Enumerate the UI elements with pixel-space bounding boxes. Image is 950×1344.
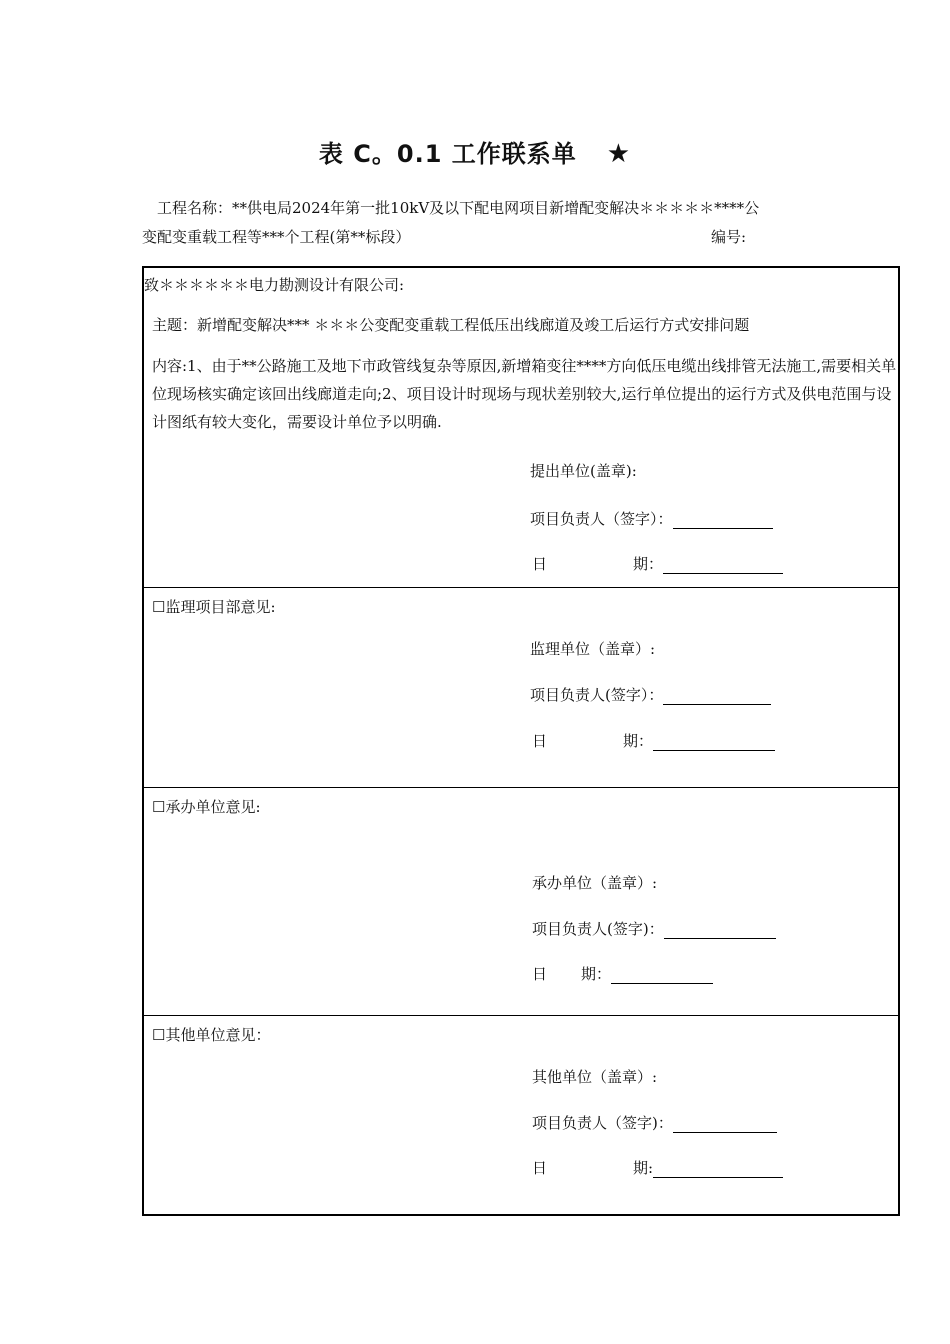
other-heading: ☐其他单位意见： — [152, 1026, 271, 1044]
submit-signature-line[interactable] — [673, 512, 773, 529]
other-unit-section — [144, 1016, 898, 1216]
contractor-heading: ☐承办单位意见: — [152, 798, 261, 816]
contractor-signature-line[interactable] — [664, 922, 776, 939]
star-icon: ★ — [606, 139, 632, 169]
title-text: 表 C。0.1 工作联系单 — [318, 140, 577, 168]
contractor-date-label-a: 日 — [532, 965, 548, 983]
supervision-person-label: 项目负责人(签字）： — [530, 686, 664, 704]
other-date-line[interactable] — [653, 1161, 783, 1178]
other-date-label-b: 期: — [633, 1159, 654, 1177]
subject: 主题：新增配变解决*** ＊＊＊公变配变重载工程低压出线廊道及竣工后运行方式安排问题 — [152, 316, 750, 334]
supervision-date-label-b: 期： — [623, 732, 654, 750]
supervision-signature-line[interactable] — [663, 688, 771, 705]
content-text: 内容:1、由于**公路施工及地下市政管线复杂等原因,新增箱变往****方向低压电缆出线排管无法施工,需要相关单位现场核实确定该回出线廊道走向;2、项目设计时现场与现状差别较大,运行单位提出的运行方式及供电范围与设计图纸有较大变化，需要设计单位予以明确. — [152, 357, 897, 431]
other-person-label: 项目负责人（签字)： — [532, 1114, 673, 1132]
contractor-date-label-b: 期： — [581, 965, 612, 983]
project-name-line-2: 变配变重载工程等***个工程(第**标段） — [142, 228, 411, 246]
request-section — [144, 268, 898, 588]
supervision-date-line[interactable] — [653, 734, 775, 751]
contractor-date-line[interactable] — [611, 967, 713, 984]
contractor-section — [144, 788, 898, 1016]
addressee: 致＊＊＊＊＊＊电力勘测设计有限公司: — [144, 276, 405, 294]
submit-unit-label: 提出单位(盖章): — [530, 462, 637, 480]
supervision-unit-label: 监理单位（盖章）: — [530, 640, 656, 658]
page-title — [0, 134, 950, 169]
submit-date-label-b: 期： — [633, 555, 664, 573]
supervision-heading: ☐监理项目部意见: — [152, 598, 276, 616]
contractor-unit-label: 承办单位（盖章）: — [532, 874, 658, 892]
submit-date-label-a: 日 — [532, 555, 548, 573]
submit-date-line[interactable] — [663, 557, 783, 574]
project-name-line-1: 工程名称：**供电局2024年第一批10kV及以下配电网项目新增配变解决＊＊＊＊＊****公 — [157, 199, 760, 217]
serial-number-label: 编号: — [711, 228, 747, 246]
other-signature-line[interactable] — [673, 1116, 777, 1133]
contact-form-table — [142, 266, 900, 1216]
contractor-person-label: 项目负责人(签字)： — [532, 920, 664, 938]
other-unit-label: 其他单位（盖章）: — [532, 1068, 658, 1086]
submit-person-label: 项目负责人（签字）： — [530, 510, 673, 528]
supervision-section — [144, 588, 898, 788]
other-date-label-a: 日 — [532, 1159, 548, 1177]
supervision-date-label-a: 日 — [532, 732, 548, 750]
